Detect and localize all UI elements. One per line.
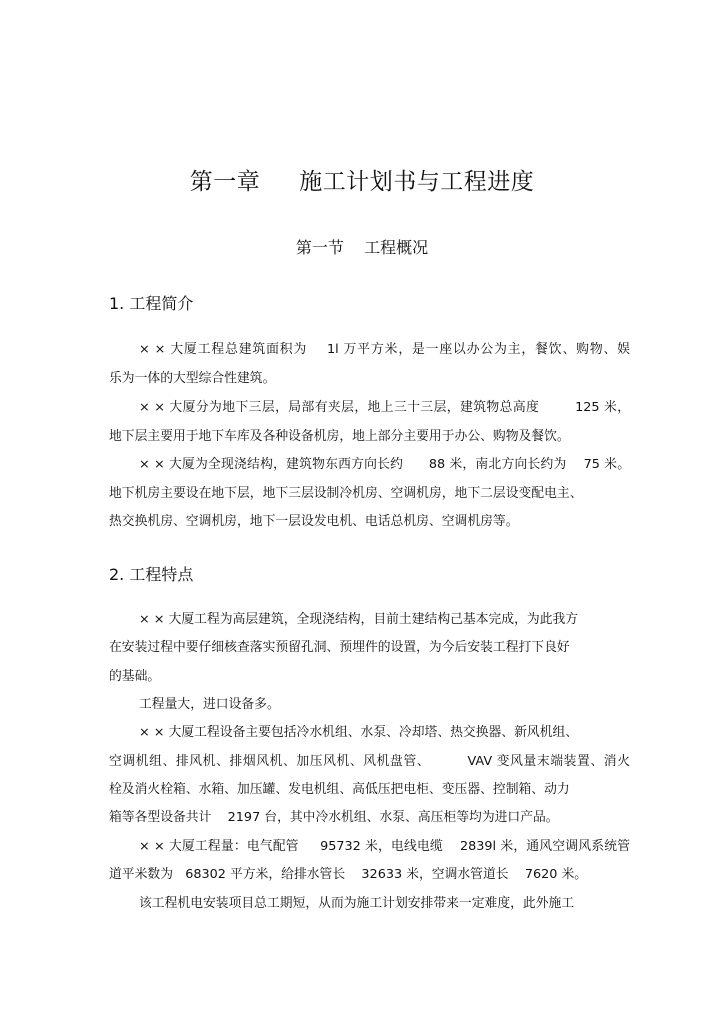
paragraph-line: 道平米数为 68302 平方米，给排水管长 32633 米，空调水管道长 7620 米。 — [109, 867, 588, 882]
section-heading-intro: 1. 工程简介 — [109, 294, 194, 313]
section-heading-features: 2. 工程特点 — [109, 565, 194, 584]
paragraph-line: 该工程机电安装项目总工期短，从而为施工计划安排带来一定难度，此外施工 — [139, 896, 575, 911]
paragraph-line: 栓及消火栓箱、水箱、加压罐、发电机组、高低压把电柜、变压器、控制箱、动力 — [109, 782, 570, 797]
paragraph-line: × × 大厦工程总建筑面积为 1l 万平方米，是一座以办公为主，餐饮、购物、娱 — [139, 342, 630, 357]
paragraph-line: 乐为一体的大型综合性建筑。 — [109, 371, 276, 386]
section-title: 第一节 工程概况 — [295, 238, 429, 257]
paragraph-line: × × 大厦为全现浇结构，建筑物东西方向长约 88 米，南北方向长约为 75 米。 — [139, 457, 630, 472]
paragraph-line: 热交换机房、空调机房，地下一层设发电机、电话总机房、空调机房等。 — [109, 514, 519, 529]
paragraph-line: × × 大厦工程为高层建筑，全现浇结构，目前土建结构己基本完成，为此我方 — [139, 612, 579, 627]
paragraph-line: 的基础。 — [109, 669, 161, 684]
paragraph-line: × × 大厦工程设备主要包括冷水机组、水泵、冷却塔、热交换器、新风机组、 — [139, 725, 579, 740]
paragraph-line: 空调机组、排风机、排烟风机、加压风机、风机盘管、 VAV 变风量末端装置、消火 — [109, 754, 630, 769]
paragraph-line: 在安装过程中要仔细核查落实预留孔洞、预埋件的设置，为今后安装工程打下良好 — [109, 640, 570, 655]
paragraph-line: 地下机房主要设在地下层，地下三层设制冷机房、空调机房，地下二层设变配电主、 — [109, 486, 583, 501]
paragraph-line: 地下层主要用于地下车库及各种设备机房，地上部分主要用于办公、购物及餐饮。 — [109, 429, 570, 444]
paragraph-line: × × 大厦工程量：电气配管 95732 米，电线电缆 2839l 米，通风空调风系统管 — [139, 839, 630, 854]
paragraph-line: × × 大厦分为地下三层，局部有夹层，地上三十三层，建筑物总高度 125 米， — [139, 400, 630, 415]
paragraph-line: 工程量大，进口设备多。 — [139, 697, 280, 712]
paragraph-line: 箱等各型设备共计 2197 台，其中冷水机组、水泵、高压柜等均为进口产品。 — [109, 810, 559, 825]
chapter-title: 第一章 施工计划书与工程进度 — [189, 169, 535, 195]
